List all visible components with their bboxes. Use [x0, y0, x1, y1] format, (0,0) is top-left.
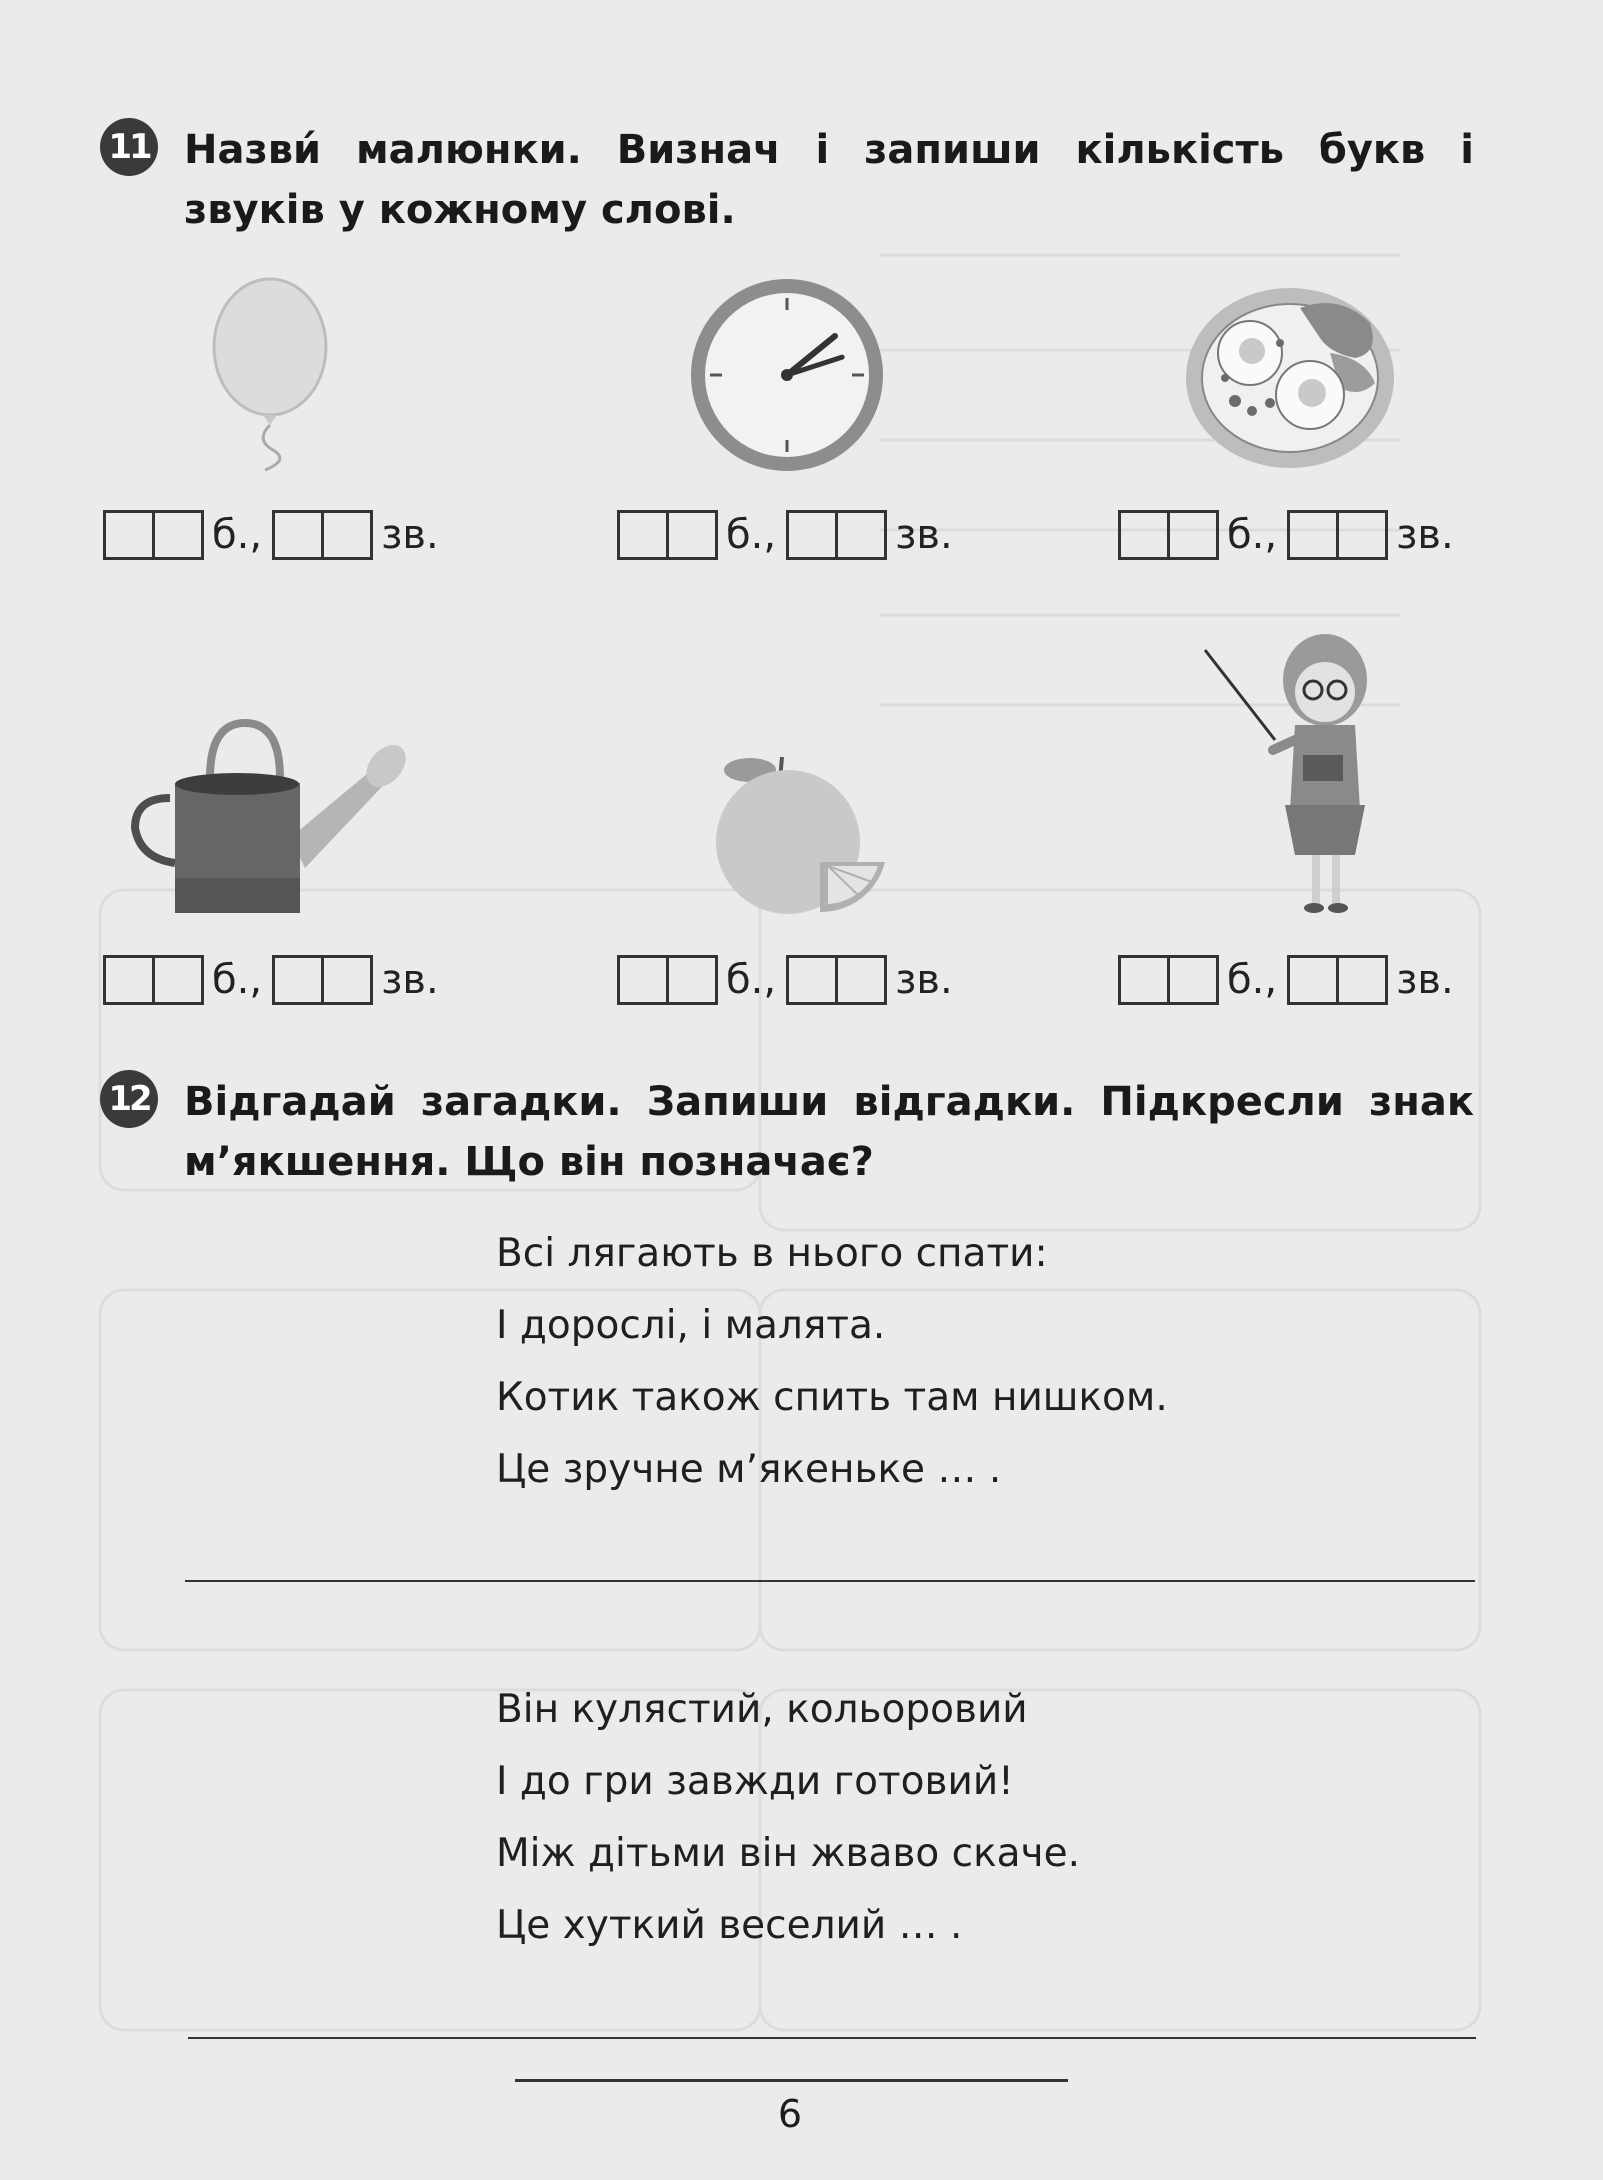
footer-rule	[515, 2079, 1068, 2082]
riddle-line: Всі лягають в нього спати:	[496, 1231, 1048, 1276]
balloon-icon	[205, 275, 335, 475]
answer-line-riddle-1[interactable]	[185, 1580, 1475, 1582]
letters-count-boxes[interactable]	[103, 955, 204, 1005]
fried-eggs-plate-icon	[1180, 283, 1400, 473]
letters-label: б.,	[1227, 512, 1278, 558]
answer-row-clock	[617, 510, 963, 560]
teacher-icon	[1195, 620, 1395, 920]
sounds-label: зв.	[895, 957, 953, 1003]
sounds-label: зв.	[1396, 957, 1454, 1003]
sounds-count-boxes[interactable]	[272, 510, 373, 560]
riddle-2	[496, 1674, 1080, 1962]
sounds-label: зв.	[1396, 512, 1454, 558]
answer-row-teacher	[1118, 955, 1464, 1005]
task-number-badge: 12	[100, 1070, 158, 1128]
sounds-count-boxes[interactable]	[786, 510, 887, 560]
letters-count-boxes[interactable]	[1118, 955, 1219, 1005]
letters-count-boxes[interactable]	[617, 955, 718, 1005]
sounds-label: зв.	[895, 512, 953, 558]
answer-row-orange	[617, 955, 963, 1005]
answer-line-riddle-2[interactable]	[188, 2037, 1476, 2039]
letters-label: б.,	[726, 512, 777, 558]
sounds-label: зв.	[381, 512, 439, 558]
letters-label: б.,	[726, 957, 777, 1003]
sounds-count-boxes[interactable]	[1287, 955, 1388, 1005]
answer-row-balloon	[103, 510, 449, 560]
riddle-line: І до гри завжди готовий!	[496, 1759, 1014, 1804]
task-11-instruction: Назви́ малюнки. Визнач і запиши кількість букв і звуків у кожному слові.	[184, 127, 1474, 233]
task-12-header	[100, 1072, 1474, 1192]
sounds-count-boxes[interactable]	[1287, 510, 1388, 560]
answer-row-fried-eggs	[1118, 510, 1464, 560]
clock-icon	[685, 278, 890, 473]
task-12-instruction: Відгадай загадки. Запиши відгадки. Підкресли знак м’якшення. Що він позначає?	[184, 1079, 1474, 1185]
orange-icon	[710, 752, 890, 917]
letters-label: б.,	[1227, 957, 1278, 1003]
letters-count-boxes[interactable]	[103, 510, 204, 560]
riddle-line: І дорослі, і малята.	[496, 1303, 886, 1348]
letters-label: б.,	[212, 512, 263, 558]
sounds-label: зв.	[381, 957, 439, 1003]
riddle-1	[496, 1218, 1168, 1506]
riddle-line: Це зручне м’якеньке … .	[496, 1447, 1002, 1492]
riddle-line: Він кулястий, кольоровий	[496, 1687, 1028, 1732]
riddle-line: Між дітьми він жваво скаче.	[496, 1831, 1080, 1876]
letters-label: б.,	[212, 957, 263, 1003]
task-number-badge: 11	[100, 118, 158, 176]
sounds-count-boxes[interactable]	[786, 955, 887, 1005]
task-11-header	[100, 120, 1474, 240]
watering-can-icon	[130, 718, 410, 918]
riddle-line: Це хуткий веселий … .	[496, 1903, 963, 1948]
answer-row-watering-can	[103, 955, 449, 1005]
letters-count-boxes[interactable]	[617, 510, 718, 560]
letters-count-boxes[interactable]	[1118, 510, 1219, 560]
page-number: 6	[777, 2092, 803, 2136]
riddle-line: Котик також спить там нишком.	[496, 1375, 1168, 1420]
sounds-count-boxes[interactable]	[272, 955, 373, 1005]
